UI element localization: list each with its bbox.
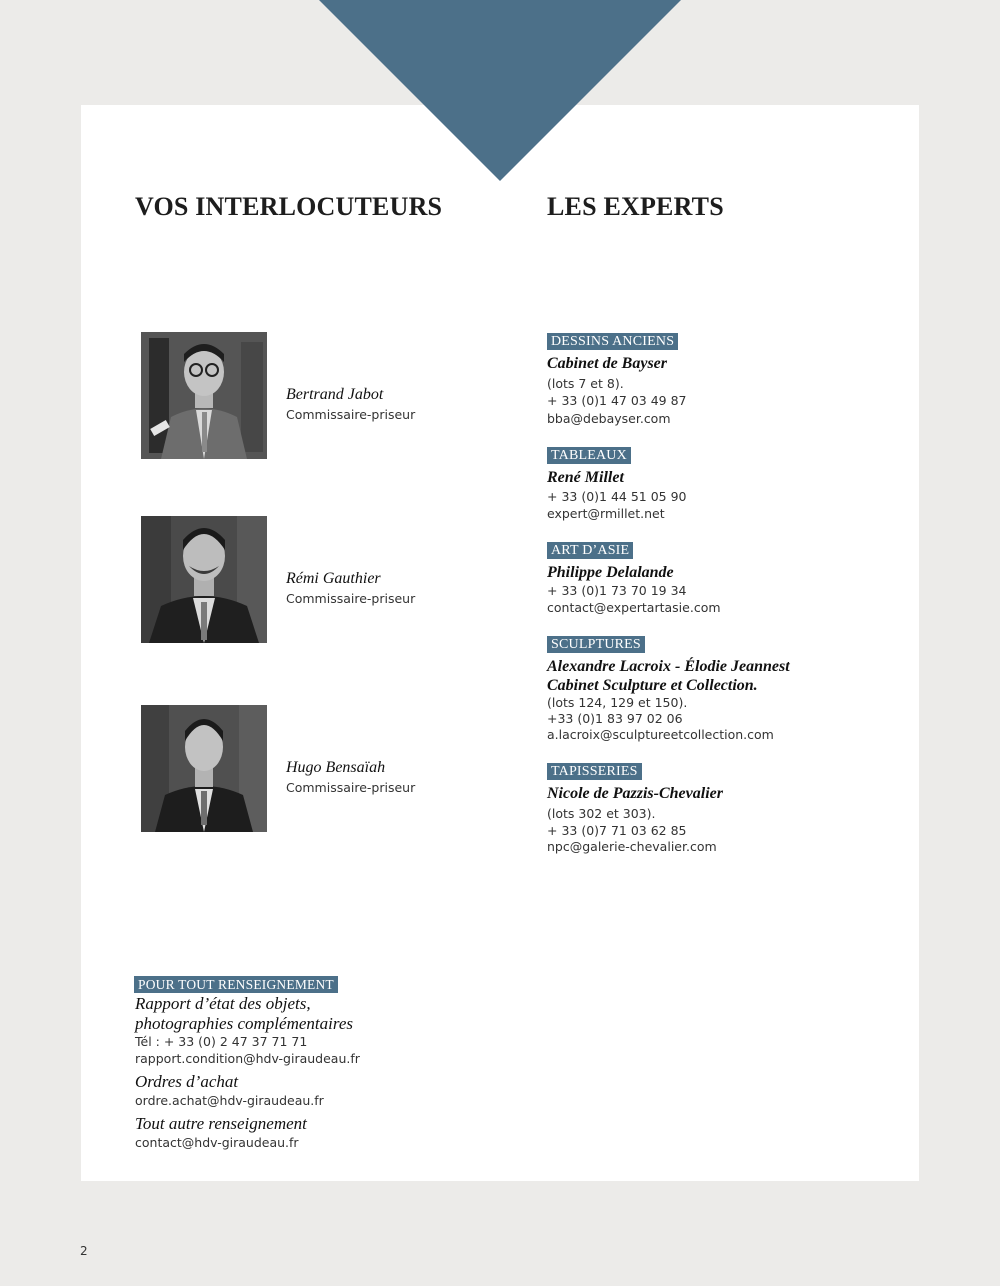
decorative-triangle — [0, 0, 1000, 182]
expert-category-tag: DESSINS ANCIENS — [547, 333, 678, 350]
info-email[interactable]: contact@hdv-giraudeau.fr — [135, 1135, 299, 1150]
expert-name: René Millet — [547, 469, 624, 486]
info-email[interactable]: ordre.achat@hdv-giraudeau.fr — [135, 1093, 324, 1108]
expert-name: Cabinet Sculpture et Collection. — [547, 677, 758, 694]
interlocuteur-role: Commissaire-priseur — [286, 591, 416, 606]
expert-phone: + 33 (0)7 71 03 62 85 — [547, 823, 687, 838]
heading-interlocuteurs: VOS INTERLOCUTEURS — [135, 192, 443, 221]
portrait-photo — [141, 516, 267, 643]
expert-email[interactable]: contact@expertartasie.com — [547, 600, 721, 615]
expert-detail: (lots 7 et 8). — [547, 376, 624, 391]
interlocuteur-name: Bertrand Jabot — [286, 386, 384, 403]
expert-email[interactable]: expert@rmillet.net — [547, 506, 665, 521]
interlocuteur-name: Rémi Gauthier — [286, 570, 381, 587]
info-phone: Tél : + 33 (0) 2 47 37 71 71 — [135, 1034, 308, 1049]
expert-phone: +33 (0)1 83 97 02 06 — [547, 711, 683, 726]
expert-phone: + 33 (0)1 73 70 19 34 — [547, 583, 687, 598]
expert-name: Alexandre Lacroix - Élodie Jeannest — [547, 658, 790, 675]
portrait-photo — [141, 705, 267, 832]
expert-email[interactable]: bba@debayser.com — [547, 411, 671, 426]
info-subtitle: Tout autre renseignement — [135, 1114, 307, 1133]
info-subtitle: photographies complémentaires — [135, 1014, 353, 1033]
expert-detail: (lots 302 et 303). — [547, 806, 656, 821]
info-subtitle: Rapport d’état des objets, — [135, 994, 311, 1013]
page-number: 2 — [80, 1244, 88, 1258]
expert-phone: + 33 (0)1 47 03 49 87 — [547, 393, 687, 408]
info-email[interactable]: rapport.condition@hdv-giraudeau.fr — [135, 1051, 360, 1066]
interlocuteur-role: Commissaire-priseur — [286, 407, 416, 422]
expert-category-tag: TAPISSERIES — [547, 763, 642, 780]
heading-experts: LES EXPERTS — [547, 192, 724, 221]
info-subtitle: Ordres d’achat — [135, 1072, 239, 1091]
expert-detail: (lots 124, 129 et 150). — [547, 695, 688, 710]
expert-category-tag: SCULPTURES — [547, 636, 645, 653]
expert-name: Nicole de Pazzis-Chevalier — [547, 785, 723, 802]
expert-category-tag: ART D’ASIE — [547, 542, 633, 559]
expert-name: Philippe Delalande — [547, 564, 674, 581]
interlocuteur-name: Hugo Bensaïah — [286, 759, 386, 776]
expert-category-tag: TABLEAUX — [547, 447, 631, 464]
interlocuteur-role: Commissaire-priseur — [286, 780, 416, 795]
portrait-photo — [141, 332, 267, 459]
info-title-tag: POUR TOUT RENSEIGNEMENT — [134, 976, 338, 993]
expert-name: Cabinet de Bayser — [547, 355, 667, 372]
expert-email[interactable]: a.lacroix@sculptureetcollection.com — [547, 727, 774, 742]
expert-phone: + 33 (0)1 44 51 05 90 — [547, 489, 687, 504]
expert-email[interactable]: npc@galerie-chevalier.com — [547, 839, 717, 854]
